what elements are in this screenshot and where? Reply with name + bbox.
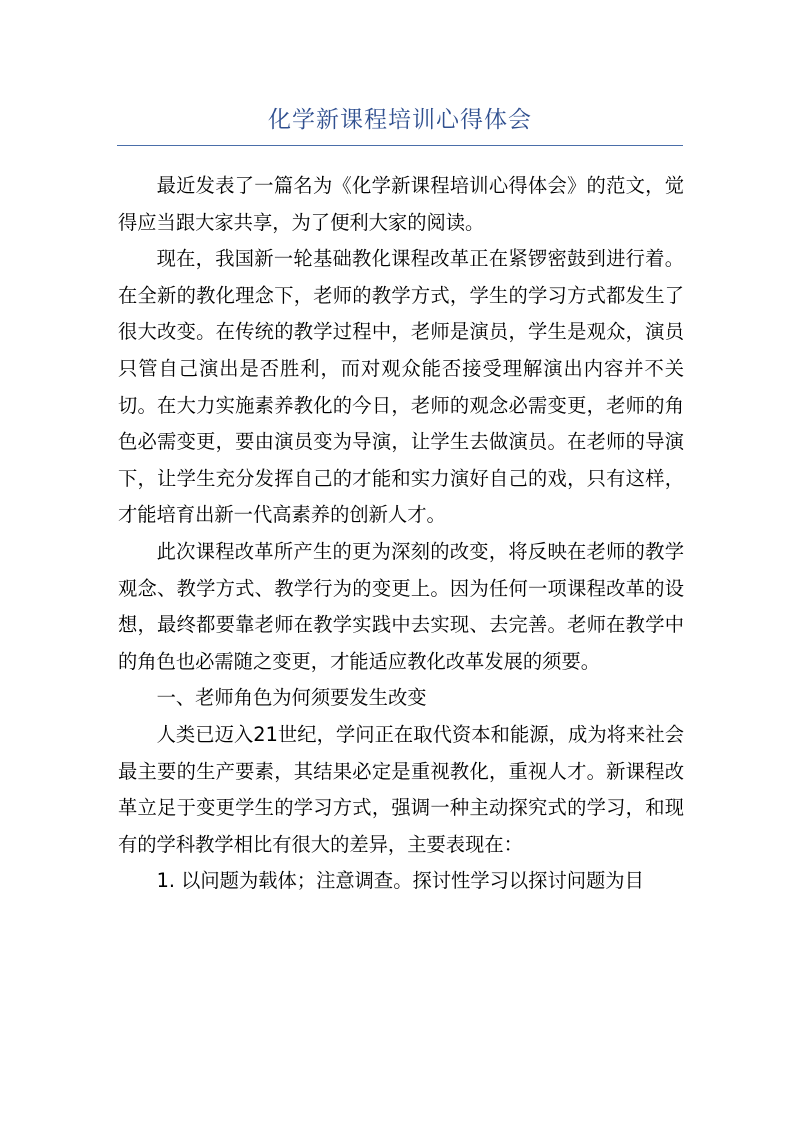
paragraph-change: 此次课程改革所产生的更为深刻的改变，将反映在老师的教学观念、教学方式、教学行为的变更上。因为任何一项课程改革的设想，最终都要靠老师在教学实践中去实现、去完善。老师在教学中的角色也必需随之变更，才能适应教化改革发展的须要。 [118, 539, 684, 673]
paragraph-reform: 现在，我国新一轮基础教化课程改革正在紧锣密鼓到进行着。在全新的教化理念下，老师的教学方式，学生的学习方式都发生了很大改变。在传统的教学过程中，老师是演员，学生是观众，演员只管自己演出是否胜利，而对观众能否接受理解演出内容并不关切。在大力实施素养教化的今日，老师的观念必需变更，老师的角色必需变更，要由演员变为导演，让学生去做演员。在老师的导演下，让学生充分发挥自己的才能和实力演好自己的戏，只有这样，才能培育出新一代高素养的创新人才。 [118, 247, 684, 527]
paragraph-21st-century: 人类已迈入21世纪，学问正在取代资本和能源，成为将来社会最主要的生产要素，其结果必定是重视教化，重视人才。新课程改革立足于变更学生的学习方式，强调一种主动探究式的学习，和现有的学科教学相比有很大的差异，主要表现在： [118, 722, 684, 856]
section-heading: 一、老师角色为何须要发生改变 [156, 686, 427, 710]
document-body [118, 168, 684, 900]
list-item-1: 1. 以问题为载体；注意调查。探讨性学习以探讨问题为目 [156, 869, 644, 893]
title-divider [117, 145, 683, 146]
paragraph-intro: 最近发表了一篇名为《化学新课程培训心得体会》的范文，觉得应当跟大家共享，为了便利大家的阅读。 [118, 174, 684, 234]
document-title: 化学新课程培训心得体会 [268, 107, 532, 133]
